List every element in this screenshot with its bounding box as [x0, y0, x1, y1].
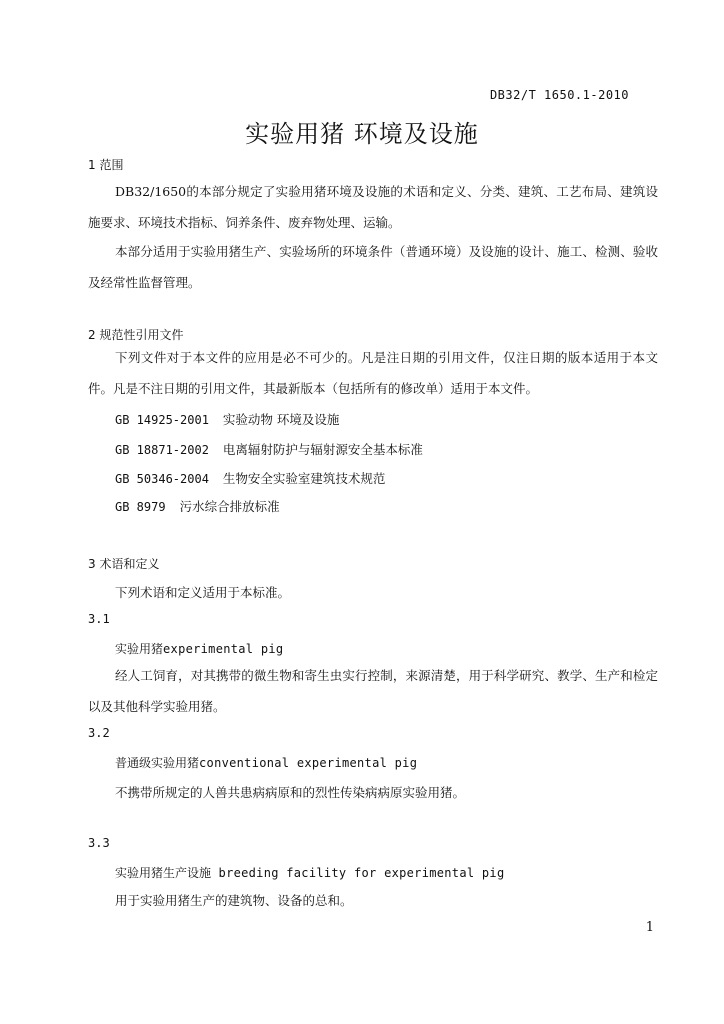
- term-name: [115, 864, 504, 881]
- page-number: 1: [645, 920, 654, 935]
- term-name-en: experimental pig: [163, 642, 284, 656]
- term-name: [115, 640, 283, 657]
- term-name-en: breeding facility for experimental pig: [211, 866, 505, 880]
- reference-item: [115, 410, 339, 428]
- section-1-paragraph-1: DB32/1650的本部分规定了实验用猪环境及设施的术语和定义、分类、建筑、工艺布局、建筑设施要求、环境技术指标、饲养条件、废弃物处理、运输。: [88, 184, 658, 230]
- reference-code: GB 14925-2001: [115, 413, 209, 427]
- reference-title: 生物安全实验室建筑技术规范: [222, 471, 386, 486]
- document-title: 实验用猪 环境及设施: [245, 120, 479, 148]
- section-3-heading: 3 术语和定义: [88, 557, 160, 571]
- term-definition: 用于实验用猪生产的建筑物、设备的总和。: [115, 893, 353, 908]
- term-name: [115, 754, 417, 771]
- section-2-paragraph: 下列文件对于本文件的应用是必不可少的。凡是注日期的引用文件，仅注日期的版本适用于本文件。凡是不注日期的引用文件，其最新版本（包括所有的修改单）适用于本文件。: [88, 350, 658, 396]
- reference-code: GB 50346-2004: [115, 472, 209, 486]
- term-name-zh: 普通级实验用猪: [115, 756, 200, 770]
- section-1-paragraph-2: 本部分适用于实验用猪生产、实验场所的环境条件（普通环境）及设施的设计、施工、检测、验收及经常性监督管理。: [88, 244, 658, 290]
- term-name-zh: 实验用猪生产设施: [115, 866, 212, 880]
- reference-item: [115, 497, 280, 515]
- term-name-zh: 实验用猪: [115, 642, 164, 656]
- reference-code: GB 18871-2002: [115, 443, 209, 457]
- reference-item: [115, 469, 385, 487]
- term-definition: 不携带所规定的人兽共患病病原和的烈性传染病病原实验用猪。: [115, 785, 466, 800]
- reference-title: 电离辐射防护与辐射源安全基本标准: [222, 442, 423, 457]
- section-1-heading: 1 范围: [88, 158, 124, 172]
- reference-title: 污水综合排放标准: [179, 499, 280, 514]
- term-name-en: conventional experimental pig: [199, 756, 418, 770]
- section-2-heading: 2 规范性引用文件: [88, 328, 184, 342]
- term-definition: 经人工饲育，对其携带的微生物和寄生虫实行控制，来源清楚，用于科学研究、教学、生产和检定以及其他科学实验用猪。: [88, 668, 658, 714]
- term-number: 3.3: [88, 836, 110, 850]
- reference-code: GB 8979: [115, 500, 166, 514]
- term-number: 3.1: [88, 612, 110, 626]
- standard-code: DB32/T 1650.1-2010: [489, 88, 629, 102]
- reference-title: 实验动物 环境及设施: [222, 412, 340, 427]
- section-3-intro: 下列术语和定义适用于本标准。: [115, 585, 291, 600]
- term-number: 3.2: [88, 726, 110, 740]
- reference-item: [115, 440, 423, 458]
